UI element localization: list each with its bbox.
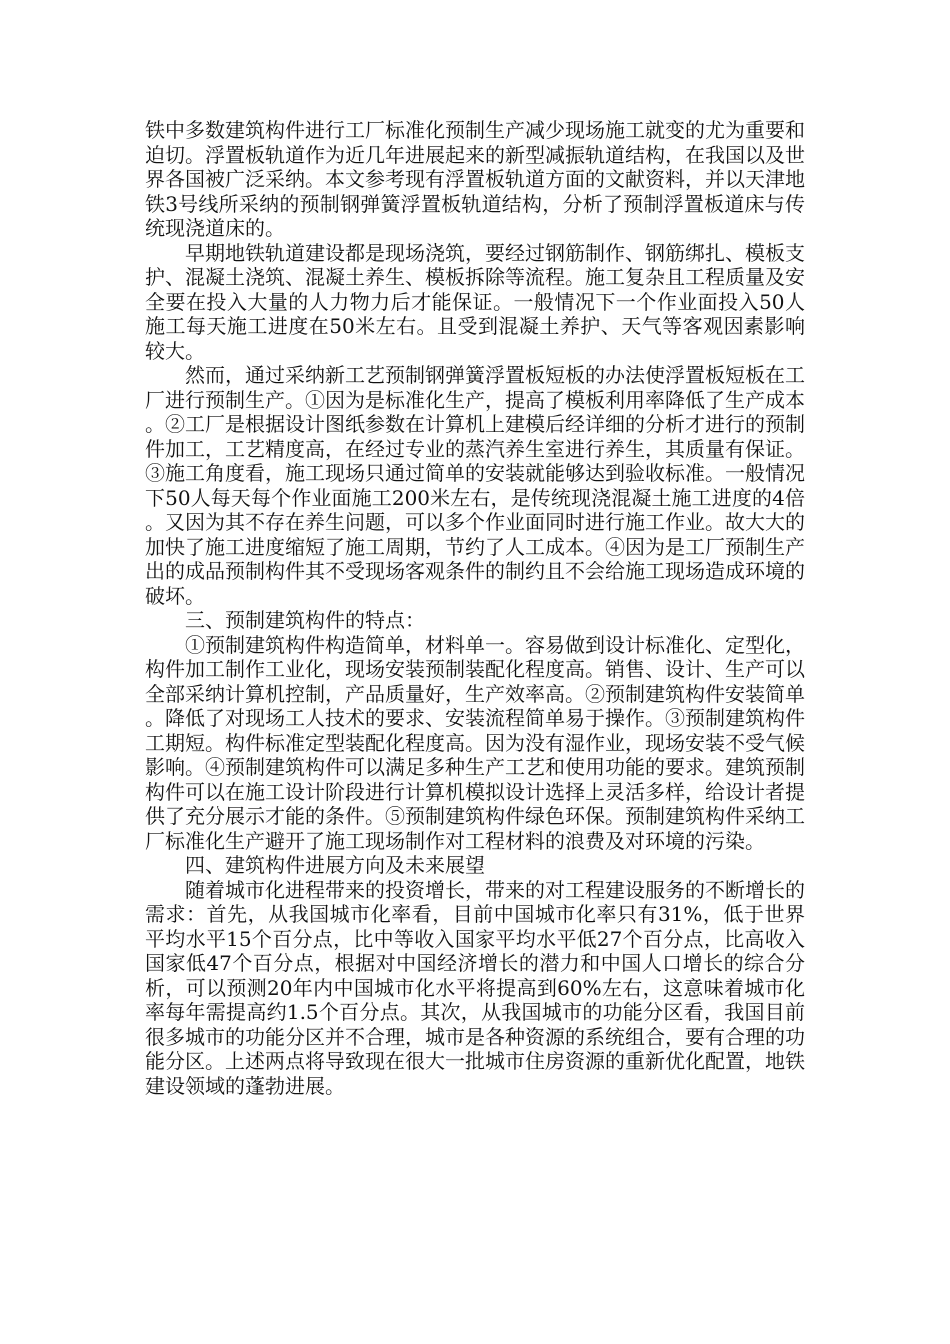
section-heading-3: 三、预制建筑构件的特点： bbox=[185, 608, 425, 632]
paragraph-intro: 铁中多数建筑构件进行工厂标准化预制生产减少现场施工就变的尤为重要和迫切。浮置板轨道作为近几年进展起来的新型减振轨道结构，在我国以及世界各国被广泛采纳。本文参考现有浮置板轨道方面的文献资料，并以天津地铁3号线所采纳的预制钢弹簧浮置板轨道结构，分析了预制浮置板道床与传统现浇道床的。 bbox=[145, 118, 805, 240]
paragraph-early-construction: 早期地铁轨道建设都是现场浇筑，要经过钢筋制作、钢筋绑扎、模板支护、混凝土浇筑、混凝土养生、模板拆除等流程。施工复杂且工程质量及安全要在投入大量的人力物力后才能保证。一般情况下一个作业面投入50人施工每天施工进度在50米左右。且受到混凝土养护、天气等客观因素影响较大。 bbox=[145, 240, 805, 363]
document-body bbox=[145, 118, 805, 1098]
section-heading-4: 四、建筑构件进展方向及未来展望 bbox=[185, 853, 485, 877]
paragraph-prefab-advantages: 然而，通过采纳新工艺预制钢弹簧浮置板短板的办法使浮置板短板在工厂进行预制生产。①因为是标准化生产，提高了模板利用率降低了生产成本。②工厂是根据设计图纸参数在计算机上建模后经详细的分析才进行的预制件加工，工艺精度高，在经过专业的蒸汽养生室进行养生，其质量有保证。③施工角度看，施工现场只通过简单的安装就能够达到验收标准。一般情况下50人每天每个作业面施工200米左右，是传统现浇混凝土施工进度的4倍。又因为其不存在养生问题，可以多个作业面同时进行施工作业。故大大的加快了施工进度缩短了施工周期，节约了人工成本。④因为是工厂预制生产出的成品预制构件其不受现场客观条件的制约且不会给施工现场造成环境的破坏。 bbox=[145, 363, 805, 608]
paragraph-outlook: 随着城市化进程带来的投资增长，带来的对工程建设服务的不断增长的需求：首先，从我国城市化率看，目前中国城市化率只有31%，低于世界平均水平15个百分点，比中等收入国家平均水平低27个百分点，比高收入国家低47个百分点，根据对中国经济增长的潜力和中国人口增长的综合分析，可以预测20年内中国城市化水平将提高到60%左右，这意味着城市化率每年需提高约1.5个百分点。其次，从我国城市的功能分区看，我国目前很多城市的功能分区并不合理，城市是各种资源的系统组合，要有合理的功能分区。上述两点将导致现在很大一批城市住房资源的重新优化配置，地铁建设领域的蓬勃进展。 bbox=[145, 877, 805, 1098]
paragraph-component-features: ①预制建筑构件构造简单，材料单一。容易做到设计标准化、定型化，构件加工制作工业化，现场安装预制装配化程度高。销售、设计、生产可以全部采纳计算机控制，产品质量好，生产效率高。②预制建筑构件安装简单。降低了对现场工人技术的要求、安装流程简单易于操作。③预制建筑构件工期短。构件标准定型装配化程度高。因为没有湿作业，现场安装不受气候影响。④预制建筑构件可以满足多种生产工艺和使用功能的要求。建筑预制构件可以在施工设计阶段进行计算机模拟设计选择上灵活多样，给设计者提供了充分展示才能的条件。⑤预制建筑构件绿色环保。预制建筑构件采纳工厂标准化生产避开了施工现场制作对工程材料的浪费及对环境的污染。 bbox=[145, 632, 805, 853]
